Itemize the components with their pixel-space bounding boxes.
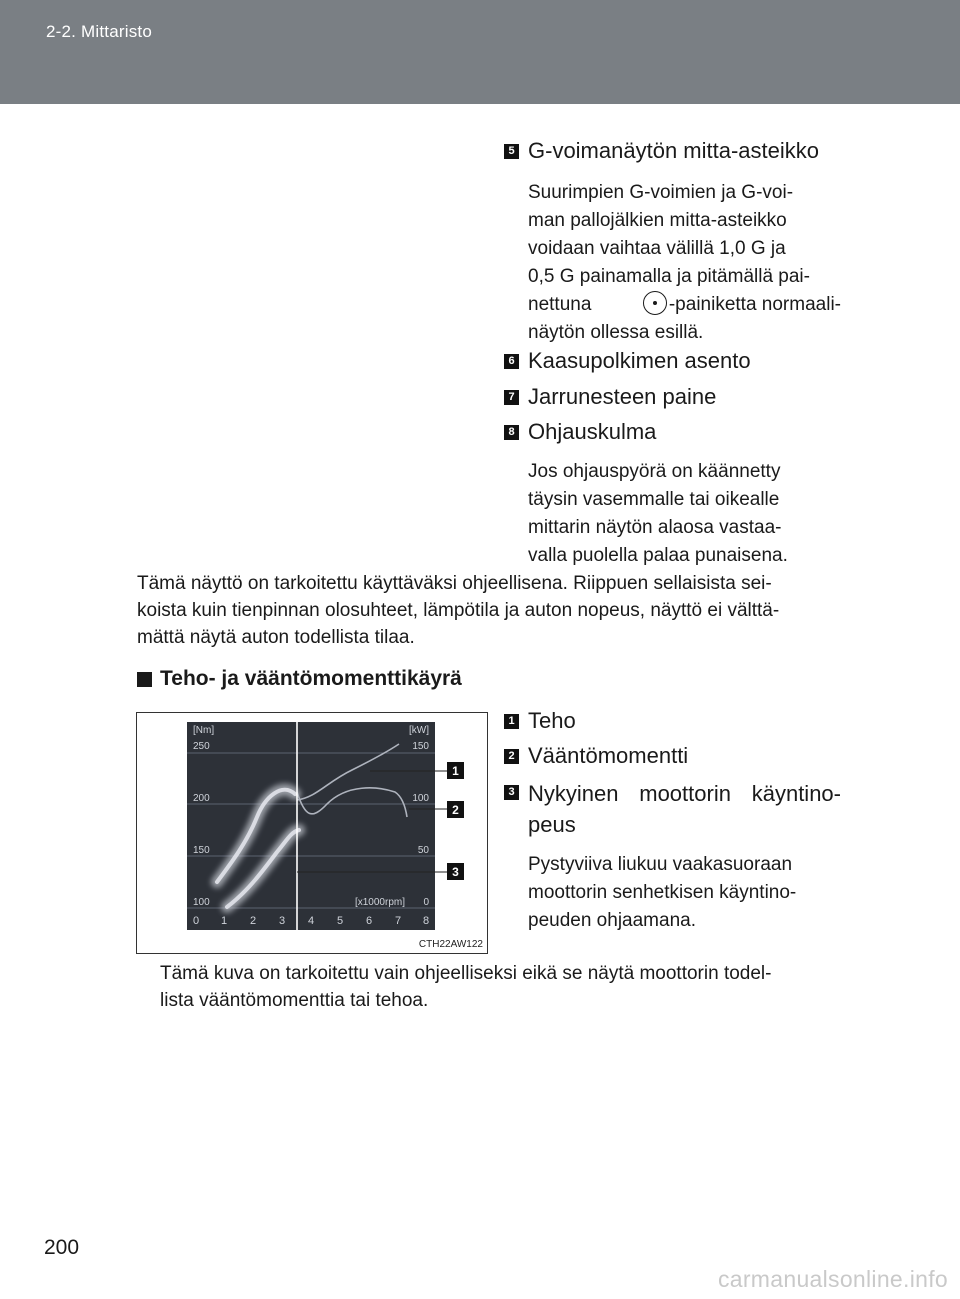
select-button-icon <box>643 291 667 315</box>
item-3 <box>504 778 841 840</box>
callout-badge: 3 <box>447 863 464 880</box>
x-tick: 6 <box>366 915 373 927</box>
item-6 <box>504 347 751 375</box>
item-1 <box>504 707 576 735</box>
right-tick: 50 <box>417 845 429 856</box>
item-label: Teho <box>528 708 576 733</box>
item-label-continued: peus <box>528 812 576 837</box>
desc-line: Suurimpien G-voimien ja G-voi- <box>528 182 794 203</box>
item-number-badge: 1 <box>504 714 519 729</box>
desc-line: Pystyviiva liukuu vaakasuoraan <box>528 854 793 875</box>
page-number: 200 <box>44 1236 80 1259</box>
para-line: koista kuin tienpinnan olosuhteet, lämpötila ja auton nopeus, näyttö ei välttä- <box>137 600 780 621</box>
callout-badge: 2 <box>447 801 464 818</box>
x-tick: 7 <box>395 915 402 927</box>
para-line: Tämä kuva on tarkoitettu vain ohjeelliseksi eikä se näytä moottorin todel- <box>160 963 772 984</box>
item-5-description <box>528 179 841 347</box>
item-7 <box>504 383 716 411</box>
item-number-badge: 8 <box>504 425 519 440</box>
section-title <box>137 667 462 691</box>
note-paragraph <box>137 570 841 651</box>
item-8-description <box>528 458 841 570</box>
x-tick: 1 <box>221 915 228 927</box>
left-unit-label: [Nm] <box>193 725 215 736</box>
desc-line: voidaan vaihtaa välillä 1,0 G ja <box>528 238 786 259</box>
para-line: lista vääntömomenttia tai tehoa. <box>160 990 429 1011</box>
item-label: G-voimanäytön mitta-asteikko <box>528 138 819 163</box>
left-tick: 150 <box>193 845 210 856</box>
left-tick: 200 <box>193 793 210 804</box>
item-label: Nykyinen moottorin käyntino- <box>528 781 841 806</box>
desc-line: peuden ohjaamana. <box>528 910 696 931</box>
item-number-badge: 2 <box>504 749 519 764</box>
desc-line: moottorin senhetkisen käyntino- <box>528 882 797 903</box>
desc-line: täysin vasemmalle tai oikealle <box>528 489 780 510</box>
item-5 <box>504 137 819 165</box>
figure-code: CTH22AW122 <box>418 939 483 950</box>
desc-text-with-button: -painiketta normaali- <box>641 291 841 319</box>
desc-line: Jos ohjauspyörä on käännetty <box>528 461 781 482</box>
desc-text: nettuna <box>528 294 592 315</box>
desc-line <box>528 291 841 319</box>
para-line: mättä näytä auton todellista tilaa. <box>137 627 415 648</box>
callout-badge: 1 <box>447 762 464 779</box>
section-breadcrumb: 2-2. Mittaristo <box>46 22 152 41</box>
x-tick: 5 <box>337 915 344 927</box>
left-tick: 100 <box>193 897 210 908</box>
page-header <box>0 0 960 104</box>
item-label: Kaasupolkimen asento <box>528 348 751 373</box>
callout-leaders <box>137 713 487 953</box>
desc-line: näytön ollessa esillä. <box>528 322 704 343</box>
desc-line: mittarin näytön alaosa vastaa- <box>528 517 782 538</box>
desc-line: valla puolella palaa punaisena. <box>528 545 788 566</box>
item-label: Jarrunesteen paine <box>528 384 717 409</box>
desc-line: 0,5 G painamalla ja pitämällä pai- <box>528 266 810 287</box>
x-tick: 3 <box>279 915 286 927</box>
x-unit-label: [x1000rpm] <box>354 897 405 908</box>
item-number-badge: 3 <box>504 785 519 800</box>
x-tick: 2 <box>250 915 257 927</box>
x-tick: 8 <box>423 915 430 927</box>
x-tick: 4 <box>308 915 315 927</box>
item-label: Ohjauskulma <box>528 419 657 444</box>
item-number-badge: 5 <box>504 144 519 159</box>
section-title-text: Teho- ja vääntömomenttikäyrä <box>160 667 462 690</box>
left-tick: 250 <box>193 741 210 752</box>
item-3-description <box>528 851 841 935</box>
right-tick: 100 <box>412 793 429 804</box>
item-8 <box>504 418 656 446</box>
item-number-badge: 7 <box>504 390 519 405</box>
item-2 <box>504 742 688 770</box>
item-number-badge: 6 <box>504 354 519 369</box>
right-tick: 0 <box>423 897 429 908</box>
right-unit-label: [kW] <box>409 725 429 736</box>
x-tick: 0 <box>193 915 200 927</box>
square-bullet-icon <box>137 672 152 687</box>
item-label: Vääntömomentti <box>528 743 689 768</box>
desc-line: man pallojälkien mitta-asteikko <box>528 210 787 231</box>
para-line: Tämä näyttö on tarkoitettu käyttäväksi ohjeellisena. Riippuen sellaisista sei- <box>137 573 772 594</box>
right-tick: 150 <box>412 741 429 752</box>
watermark: carmanualsonline.info <box>717 1266 948 1292</box>
torque-power-figure <box>136 712 488 954</box>
figure-note <box>160 960 841 1014</box>
